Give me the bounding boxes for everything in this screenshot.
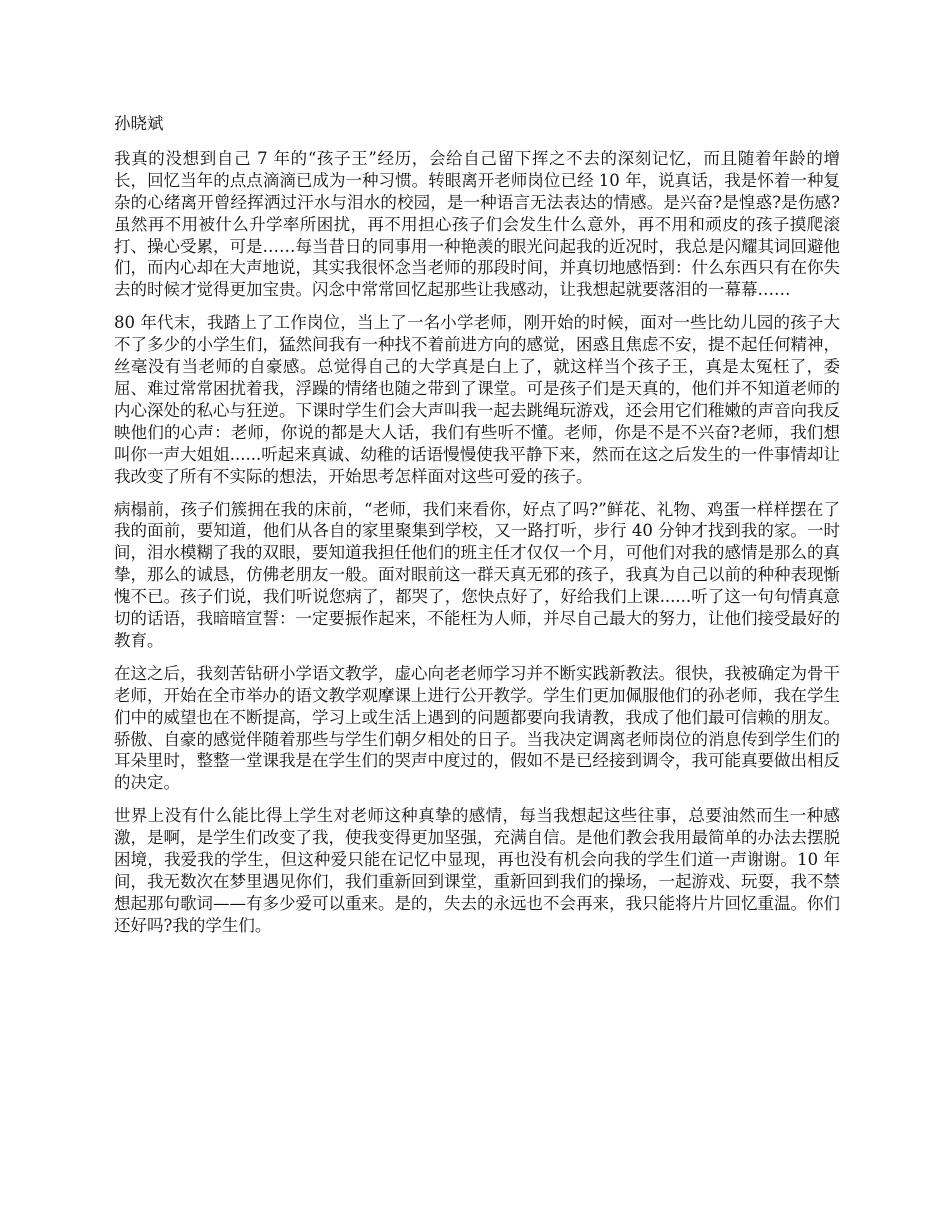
paragraph-3: 病榻前，孩子们簇拥在我的床前，“老师，我们来看你，好点了吗?”鲜花、礼物、鸡蛋一样样摆在了我的面前，要知道，他们从各自的家里聚集到学校，又一路打听，步行 40 分钟才找到我的家。一时间，泪水模糊了我的双眼，要知道我担任他们的班主任才仅仅一个月，可他们对我的感情是那么的真挚，那么的诚恳，仿佛老朋友一般。面对眼前这一群天真无邪的孩子，我真为自己以前的种种表现惭愧不已。孩子们说，我们听说您病了，都哭了，您快点好了，好给我们上课......听了这一句句情真意切的话语，我暗暗宣誓：一定要振作起来，不能枉为人师，并尽自己最大的努力，让他们接受最好的教育。 [114, 499, 840, 650]
document-page [114, 113, 840, 948]
paragraph-2: 80 年代末，我踏上了工作岗位，当上了一名小学老师，刚开始的时候，面对一些比幼儿园的孩子大不了多少的小学生们，猛然间我有一种找不着前进方向的感觉，困惑且焦虑不安，提不起任何精神，丝毫没有当老师的自豪感。总觉得自己的大学真是白上了，就这样当个孩子王，真是太冤枉了，委屈、难过常常困扰着我，浮躁的情绪也随之带到了课堂。可是孩子们是天真的，他们并不知道老师的内心深处的私心与狂逆。下课时学生们会大声叫我一起去跳绳玩游戏，还会用它们稚嫩的声音向我反映他们的心声：老师，你说的都是大人话，我们有些听不懂。老师，你是不是不兴奋?老师，我们想叫你一声大姐姐......听起来真诚、幼稚的话语慢慢使我平静下来，然而在这之后发生的一件事情却让我改变了所有不实际的想法，开始思考怎样面对这些可爱的孩子。 [114, 313, 840, 486]
paragraph-5: 世界上没有什么能比得上学生对老师这种真挚的感情，每当我想起这些往事，总要油然而生一种感激，是啊，是学生们改变了我，使我变得更加坚强，充满自信。是他们教会我用最简单的办法去摆脱困境，我爱我的学生，但这种爱只能在记忆中显现，再也没有机会向我的学生们道一声谢谢。10 年间，我无数次在梦里遇见你们，我们重新回到课堂，重新回到我们的操场，一起游戏、玩耍，我不禁想起那句歌词——有多少爱可以重来。是的，失去的永远也不会再来，我只能将片片回忆重温。你们还好吗?我的学生们。 [114, 806, 840, 935]
paragraph-4: 在这之后，我刻苦钻研小学语文教学，虚心向老老师学习并不断实践新教法。很快，我被确定为骨干老师，开始在全市举办的语文教学观摩课上进行公开教学。学生们更加佩服他们的孙老师，我在学生们中的威望也在不断提高，学习上或生活上遇到的问题都要向我请教，我成了他们最可信赖的朋友。骄傲、自豪的感觉伴随着那些与学生们朝夕相处的日子。当我决定调离老师岗位的消息传到学生们的耳朵里时，整整一堂课我是在学生们的哭声中度过的，假如不是已经接到调令，我可能真要做出相反的决定。 [114, 663, 840, 793]
author-name: 孙晓斌 [114, 114, 164, 133]
paragraph-1: 我真的没想到自己 7 年的“孩子王”经历，会给自己留下挥之不去的深刻记忆，而且随着年龄的增长，回忆当年的点点滴滴已成为一种习惯。转眼离开老师岗位已经 10 年，说真话，我是怀着一种复杂的心绪离开曾经挥洒过汗水与泪水的校园，是一种语言无法表达的情感。是兴奋?是惶惑?是伤感?虽然再不用被什么升学率所困扰，再不用担心孩子们会发生什么意外，再不用和顽皮的孩子摸爬滚打、操心受累，可是……每当昔日的同事用一种艳羡的眼光问起我的近况时，我总是闪耀其词回避他们，而内心却在大声地说，其实我很怀念当老师的那段时间，并真切地感悟到：什么东西只有在你失去的时候才觉得更加宝贵。闪念中常常回忆起那些让我感动，让我想起就要落泪的一幕幕…… [114, 148, 840, 300]
